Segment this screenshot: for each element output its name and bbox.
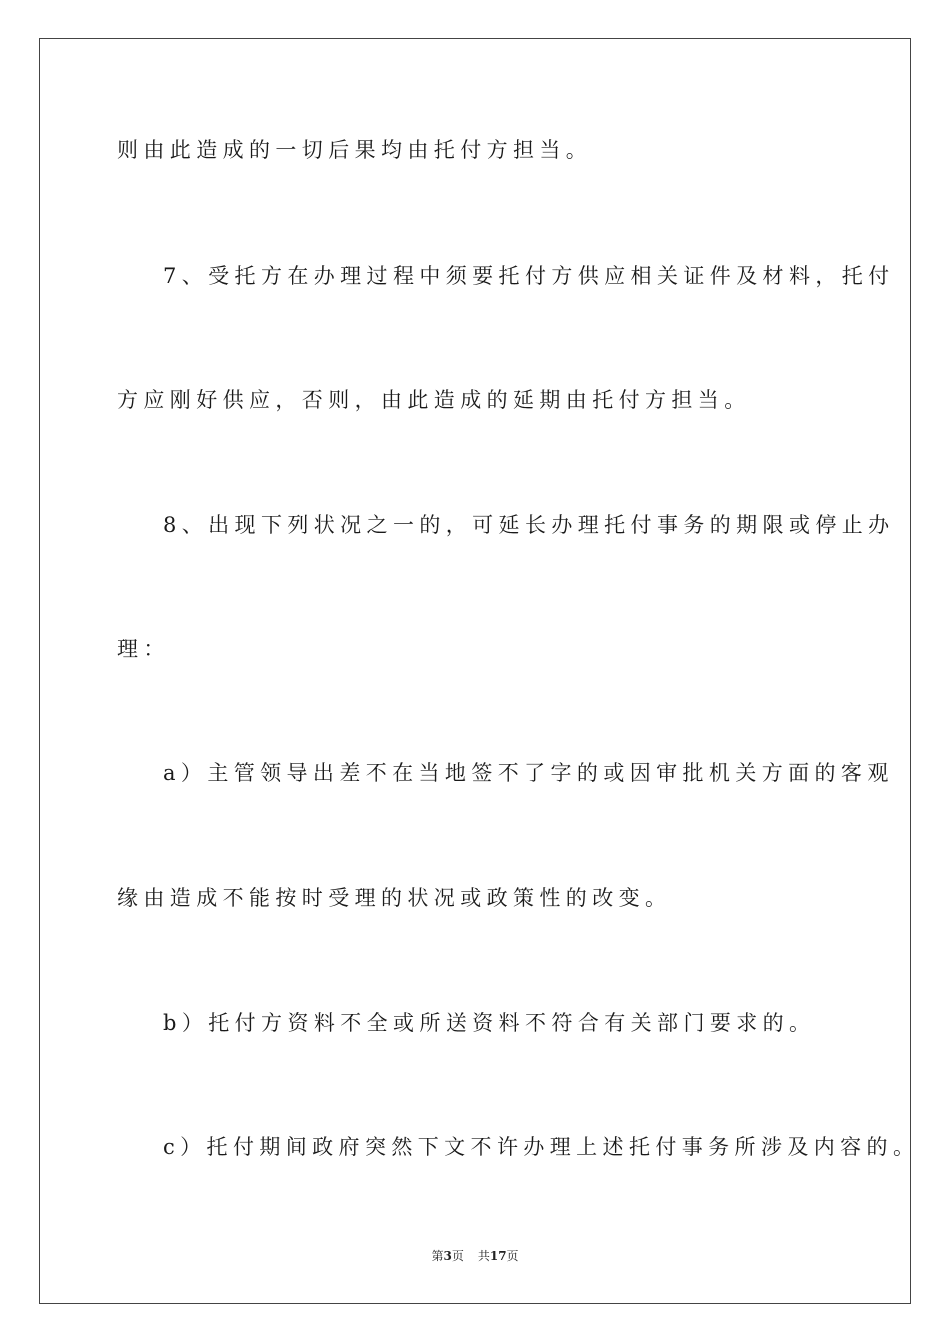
- page-border: [39, 38, 911, 1304]
- text-line-3: 方应刚好供应，否则，由此造成的延期由托付方担当。: [117, 388, 751, 412]
- text-line-8: b）托付方资料不全或所送资料不符合有关部门要求的。: [163, 1011, 816, 1035]
- text-line-5: 理：: [117, 637, 170, 661]
- total-page-number: 17: [489, 1249, 507, 1263]
- text-line-6: a）主管领导出差不在当地签不了字的或因审批机关方面的客观: [163, 761, 894, 785]
- current-page-number: 3: [443, 1249, 452, 1263]
- text-line-1: 则由此造成的一切后果均由托付方担当。: [117, 138, 593, 162]
- total-suffix: 页: [506, 1249, 519, 1263]
- total-prefix: 共: [477, 1249, 490, 1263]
- page-footer: [0, 1248, 950, 1264]
- page-prefix: 第: [431, 1249, 444, 1263]
- text-line-7: 缘由造成不能按时受理的状况或政策性的改变。: [117, 886, 672, 910]
- text-line-4: 8、出现下列状况之一的，可延长办理托付事务的期限或停止办: [163, 513, 895, 537]
- text-line-2: 7、受托方在办理过程中须要托付方供应相关证件及材料，托付: [163, 264, 895, 288]
- text-line-9: c）托付期间政府突然下文不许办理上述托付事务所涉及内容的。: [163, 1135, 920, 1159]
- page-suffix: 页: [451, 1249, 464, 1263]
